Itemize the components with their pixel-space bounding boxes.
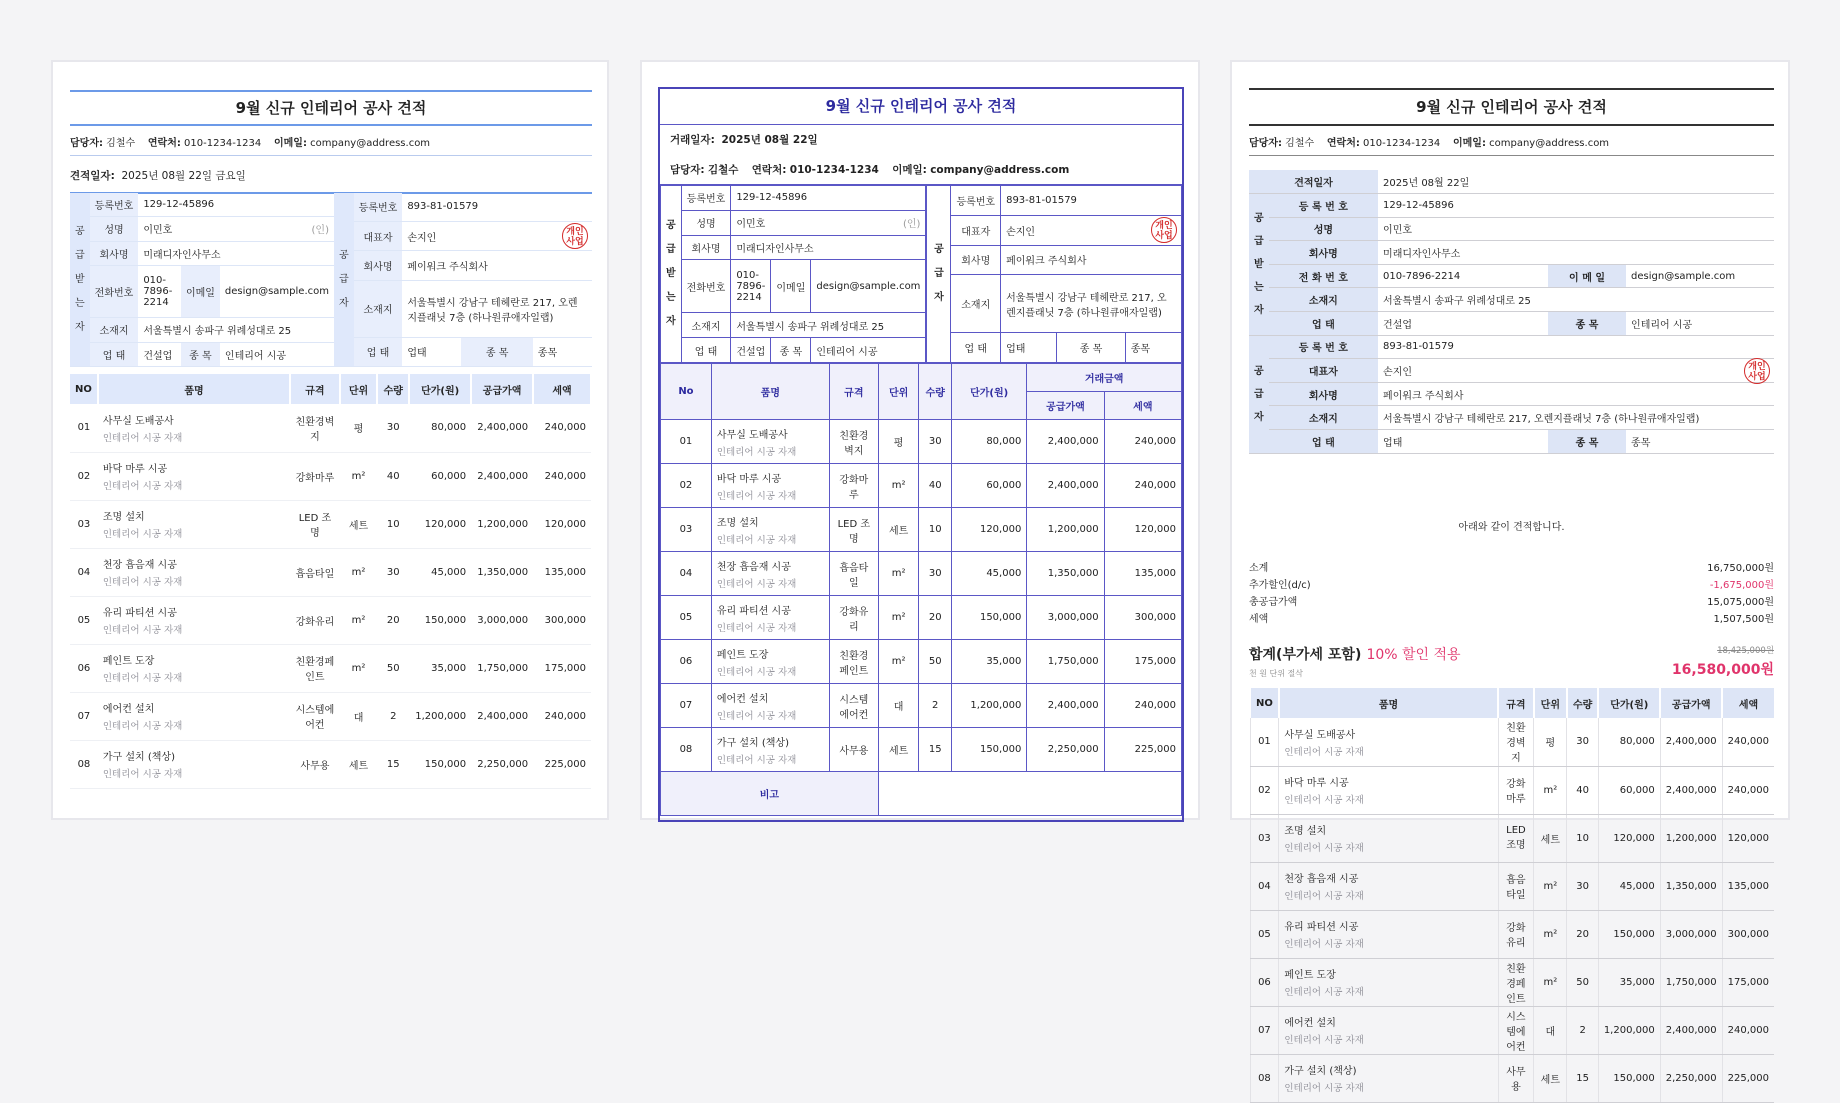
row-unit: 세트 (878, 728, 919, 772)
row-supply: 1,200,000 (471, 500, 533, 548)
row-price: 35,000 (952, 640, 1027, 684)
receiver-table: 공급받는자 등록번호 129-12-45896 성명 이민호 (인) 회사명 미래디자인사무소 전화번호 010-7896-2214 이메일 design@sample.com 소재지 서울특별시 송파구 위례성대로 25 업 태 건설업 종 목 인테리어 시공 (660, 185, 926, 363)
row-spec: LED 조명 (829, 508, 878, 552)
table-row (661, 640, 1182, 684)
row-no: 08 (70, 740, 98, 788)
row-item: 페인트 도장 인테리어 시공 자재 (1279, 958, 1498, 1006)
receiver-vertical-label: 공급받는자 (70, 193, 90, 367)
row-price: 60,000 (409, 452, 471, 500)
table-row (70, 596, 591, 644)
row-price: 60,000 (952, 464, 1027, 508)
row-qty: 15 (377, 740, 409, 788)
items-table: NO 품명 규격 단위 수량 단가(원) 공급가액 세액 01 사무실 도배공사 인테리어 시공 자재 친환경벽지 평 30 80,000 2,400,000 240,000 02 바닥 마루 시공 인테리어 시공 자재 강화마루 m² 40 60,000 2,400,000 240,000 03 조명 설치 인테리어 시공 자재 LED 조명 세트 10 120,000 1,200,000 120,000 04 천장 흡음재 시공 인테리어 시공 자재 흡음타일 m² 30 45,000 1,350,000 135,000 05 유리 파티션 시공 인테리어 시공 자재 강화유리 m² 20 150,000 3,000,000 300,000 06 페인트 도장 인테리어 시공 자재 친환경페인트 m² 50 35,000 1,750,000 175,000 07 에어컨 설치 인테리어 시공 자재 시스템에어컨 대 2 1,200,000 2,400,000 240,000 08 가구 설치 (책상) 인테리어 시공 자재 사무용 세트 15 150,000 2,250,000 225,000 (1249, 688, 1774, 1103)
row-tax: 240,000 (533, 404, 591, 452)
row-tax: 240,000 (1722, 766, 1774, 814)
summary-table: 소계 16,750,000원 추가할인(d/c) -1,675,000원 총공급가액 15,075,000원 세액 1,507,500원 (1249, 563, 1774, 625)
row-price: 80,000 (1598, 718, 1660, 766)
row-tax: 240,000 (1722, 1006, 1774, 1054)
row-no: 02 (1250, 766, 1279, 814)
row-price: 80,000 (952, 420, 1027, 464)
row-price: 45,000 (952, 552, 1027, 596)
row-no: 04 (1250, 862, 1279, 910)
row-tax: 175,000 (533, 644, 591, 692)
table-row (70, 500, 591, 548)
row-item: 천장 흡음재 시공 인테리어 시공 자재 (711, 552, 829, 596)
row-unit: m² (878, 596, 919, 640)
table-row (70, 740, 591, 788)
row-price: 1,200,000 (1598, 1006, 1660, 1054)
row-item: 조명 설치 인테리어 시공 자재 (98, 500, 290, 548)
row-tax: 120,000 (1104, 508, 1181, 552)
row-qty: 50 (1567, 958, 1598, 1006)
row-qty: 10 (1567, 814, 1598, 862)
row-spec: 친환경페인트 (1498, 958, 1534, 1006)
row-unit: m² (878, 464, 919, 508)
row-spec: 사무용 (290, 740, 340, 788)
row-no: 08 (661, 728, 712, 772)
row-spec: 강화유리 (290, 596, 340, 644)
company-seal-stamp: 개인사업 (1744, 358, 1770, 384)
row-supply: 2,400,000 (1660, 766, 1722, 814)
row-price: 150,000 (409, 740, 471, 788)
row-spec: 흡음타일 (1498, 862, 1534, 910)
row-price: 150,000 (1598, 910, 1660, 958)
row-no: 04 (70, 548, 98, 596)
row-no: 08 (1250, 1054, 1279, 1102)
row-qty: 30 (377, 548, 409, 596)
row-supply: 1,350,000 (1660, 862, 1722, 910)
row-supply: 2,400,000 (1027, 464, 1104, 508)
row-supply: 1,750,000 (471, 644, 533, 692)
table-row (661, 508, 1182, 552)
row-unit: m² (340, 452, 378, 500)
row-no: 01 (661, 420, 712, 464)
document-title: 9월 신규 인테리어 공사 견적 (1249, 88, 1774, 126)
row-unit: 평 (340, 404, 378, 452)
quote-document-indigo (640, 60, 1200, 820)
table-row (70, 692, 591, 740)
row-spec: 친환경벽지 (1498, 718, 1534, 766)
row-tax: 300,000 (1104, 596, 1181, 640)
row-spec: 사무용 (829, 728, 878, 772)
items-table: No 품명 규격 단위 수량 단가(원) 거래금액 공급가액 세액 01 사무실 도배공사 인테리어 시공 자재 친환경벽지 평 30 80,000 2,400,000 240,000 02 바닥 마루 시공 인테리어 시공 자재 강화마루 m² 40 60,000 2,400,000 240,000 03 조명 설치 인테리어 시공 자재 LED 조명 세트 10 120,000 1,200,000 120,000 04 천장 흡음재 시공 인테리어 시공 자재 흡음타일 m² 30 45,000 1,350,000 135,000 05 유리 파티션 시공 인테리어 시공 자재 강화유리 m² 20 150,000 3,000,000 300,000 06 페인트 도장 인테리어 시공 자재 친환경페인트 m² 50 35,000 1,750,000 175,000 07 에어컨 설치 인테리어 시공 자재 시스템에어컨 대 2 1,200,000 2,400,000 240,000 08 가구 설치 (책상) 인테리어 시공 자재 사무용 세트 15 150,000 2,250,000 225,000 비고 (660, 363, 1182, 816)
table-row (1250, 910, 1774, 958)
row-tax: 135,000 (533, 548, 591, 596)
row-supply: 3,000,000 (1660, 910, 1722, 958)
row-tax: 240,000 (1722, 718, 1774, 766)
row-price: 150,000 (952, 728, 1027, 772)
row-tax: 175,000 (1104, 640, 1181, 684)
row-qty: 20 (919, 596, 952, 640)
remark-value (878, 772, 1181, 816)
remark-label: 비고 (661, 772, 879, 816)
row-qty: 40 (1567, 766, 1598, 814)
table-row (1250, 958, 1774, 1006)
quote-document-blue (51, 60, 609, 820)
grand-total: 합계(부가세 포함) 10% 할인 적용 천 원 단위 절삭 18,425,000원 16,580,000원 (1249, 646, 1774, 678)
row-supply: 2,250,000 (471, 740, 533, 788)
row-qty: 2 (1567, 1006, 1598, 1054)
quote-note: 아래와 같이 견적합니다. (1458, 522, 1565, 533)
quote-document-plain (1230, 60, 1790, 1094)
row-tax: 135,000 (1722, 862, 1774, 910)
row-item: 페인트 도장 인테리어 시공 자재 (711, 640, 829, 684)
row-tax: 225,000 (533, 740, 591, 788)
row-no: 06 (70, 644, 98, 692)
table-row (1250, 814, 1774, 862)
row-unit: 세트 (1534, 814, 1567, 862)
row-price: 45,000 (409, 548, 471, 596)
supplier-table: 공급자 등록번호 893-81-01579 대표자 손지인 개인사업 회사명 페이워크 주식회사 소재지 서울특별시 강남구 테헤란로 217, 오렌지플래닛 7층 (하나원큐애자일랩) 업 태 업태 종 목 종목 (926, 185, 1182, 363)
row-no: 05 (70, 596, 98, 644)
row-unit: 대 (1534, 1006, 1567, 1054)
row-price: 35,000 (409, 644, 471, 692)
table-row (70, 548, 591, 596)
row-qty: 15 (1567, 1054, 1598, 1102)
row-item: 가구 설치 (책상) 인테리어 시공 자재 (711, 728, 829, 772)
row-no: 03 (70, 500, 98, 548)
row-no: 05 (1250, 910, 1279, 958)
supplier-vertical-label: 공급자 (334, 193, 354, 367)
row-no: 06 (1250, 958, 1279, 1006)
row-supply: 3,000,000 (471, 596, 533, 644)
row-qty: 20 (377, 596, 409, 644)
row-item: 사무실 도배공사 인테리어 시공 자재 (711, 420, 829, 464)
row-unit: m² (1534, 910, 1567, 958)
row-supply: 2,400,000 (1027, 684, 1104, 728)
row-spec: 친환경벽지 (290, 404, 340, 452)
row-item: 페인트 도장 인테리어 시공 자재 (98, 644, 290, 692)
row-no: 03 (1250, 814, 1279, 862)
party-section (660, 185, 1182, 363)
table-row (661, 728, 1182, 772)
row-unit: 대 (340, 692, 378, 740)
row-spec: 강화유리 (1498, 910, 1534, 958)
row-tax: 300,000 (533, 596, 591, 644)
row-item: 에어컨 설치 인테리어 시공 자재 (1279, 1006, 1498, 1054)
row-supply: 2,400,000 (1660, 718, 1722, 766)
row-unit: m² (340, 596, 378, 644)
row-unit: m² (340, 644, 378, 692)
row-supply: 2,250,000 (1660, 1054, 1722, 1102)
row-qty: 30 (1567, 862, 1598, 910)
table-row (70, 404, 591, 452)
row-qty: 15 (919, 728, 952, 772)
row-price: 150,000 (952, 596, 1027, 640)
row-tax: 225,000 (1722, 1054, 1774, 1102)
row-qty: 2 (377, 692, 409, 740)
row-supply: 1,200,000 (1027, 508, 1104, 552)
row-tax: 225,000 (1104, 728, 1181, 772)
row-qty: 30 (919, 552, 952, 596)
row-qty: 10 (377, 500, 409, 548)
row-price: 150,000 (1598, 1054, 1660, 1102)
row-supply: 1,750,000 (1660, 958, 1722, 1006)
row-item: 유리 파티션 시공 인테리어 시공 자재 (711, 596, 829, 640)
party-section (70, 193, 592, 367)
row-qty: 10 (919, 508, 952, 552)
party-table: 견적일자 2025년 08월 22일 공급받는자 등 록 번 호 129-12-45896 성명 이민호 회사명 미래디자인사무소 전 화 번 호 010-7896-2214 이 메 일 design@sample.com 소재지 서울특별시 송파구 위례성대로 25 업 태 건설업 종 목 인테리어 시공 공급자 등 록 번 호 893-81-01579 대표자 손지인 개인사업 회사명 페이워크 주식회사 소재지 서울특별시 강남구 테헤란로 217, 오렌지플래닛 7층 (하나원큐애자일랩) 업 태 업태 종 목 종목 (1249, 170, 1774, 454)
row-item: 천장 흡음재 시공 인테리어 시공 자재 (98, 548, 290, 596)
row-unit: m² (1534, 766, 1567, 814)
row-tax: 240,000 (1104, 464, 1181, 508)
row-spec: 시스템에어컨 (1498, 1006, 1534, 1054)
row-supply: 2,400,000 (1027, 420, 1104, 464)
contact-line: 담당자: 김철수 연락처: 010-1234-1234 이메일: company@address.com (1249, 132, 1774, 156)
contact-line: 담당자: 김철수 연락처: 010-1234-1234 이메일: company@address.com (660, 155, 1182, 185)
row-unit: m² (1534, 862, 1567, 910)
row-unit: 세트 (1534, 1054, 1567, 1102)
row-unit: 세트 (878, 508, 919, 552)
table-row (70, 452, 591, 500)
receiver-table: 공급받는자 등록번호 129-12-45896 성명 이민호 (인) 회사명 미래디자인사무소 전화번호 010-7896-2214 이메일 design@sample.com 소재지 서울특별시 송파구 위례성대로 25 업 태 건설업 종 목 인테리어 시공 (70, 193, 334, 367)
row-tax: 175,000 (1722, 958, 1774, 1006)
row-spec: 시스템에어컨 (290, 692, 340, 740)
contact-line: 담당자: 김철수 연락처: 010-1234-1234 이메일: company@address.com (70, 132, 592, 156)
row-supply: 2,400,000 (471, 404, 533, 452)
row-unit: m² (878, 640, 919, 684)
row-no: 01 (70, 404, 98, 452)
row-unit: 평 (1534, 718, 1567, 766)
row-item: 가구 설치 (책상) 인테리어 시공 자재 (1279, 1054, 1498, 1102)
row-unit: 대 (878, 684, 919, 728)
row-supply: 1,350,000 (1027, 552, 1104, 596)
row-no: 07 (661, 684, 712, 728)
row-item: 바닥 마루 시공 인테리어 시공 자재 (711, 464, 829, 508)
row-item: 바닥 마루 시공 인테리어 시공 자재 (98, 452, 290, 500)
row-price: 120,000 (952, 508, 1027, 552)
table-row (1250, 1054, 1774, 1102)
row-item: 천장 흡음재 시공 인테리어 시공 자재 (1279, 862, 1498, 910)
row-spec: 흡음타일 (829, 552, 878, 596)
document-title: 9월 신규 인테리어 공사 견적 (660, 89, 1182, 125)
row-price: 120,000 (409, 500, 471, 548)
row-item: 사무실 도배공사 인테리어 시공 자재 (98, 404, 290, 452)
row-no: 05 (661, 596, 712, 640)
table-row (70, 644, 591, 692)
row-tax: 240,000 (533, 692, 591, 740)
row-item: 가구 설치 (책상) 인테리어 시공 자재 (98, 740, 290, 788)
row-supply: 2,400,000 (471, 452, 533, 500)
row-spec: 강화유리 (829, 596, 878, 640)
company-seal-stamp: 개인사업 (1151, 217, 1177, 243)
row-tax: 240,000 (1104, 420, 1181, 464)
row-spec: 친환경페인트 (829, 640, 878, 684)
row-tax: 240,000 (533, 452, 591, 500)
row-qty: 2 (919, 684, 952, 728)
company-seal-stamp: 개인사업 (562, 223, 588, 249)
row-unit: 세트 (340, 500, 378, 548)
row-unit: m² (1534, 958, 1567, 1006)
row-price: 1,200,000 (409, 692, 471, 740)
items-table: NO 품명 규격 단위 수량 단가(원) 공급가액 세액 01 사무실 도배공사 인테리어 시공 자재 친환경벽지 평 30 80,000 2,400,000 240,000 02 바닥 마루 시공 인테리어 시공 자재 강화마루 m² 40 60,000 2,400,000 240,000 03 조명 설치 인테리어 시공 자재 LED 조명 세트 10 120,000 1,200,000 120,000 04 천장 흡음재 시공 인테리어 시공 자재 흡음타일 m² 30 45,000 1,350,000 135,000 05 유리 파티션 시공 인테리어 시공 자재 강화유리 m² 20 150,000 3,000,000 300,000 06 페인트 도장 인테리어 시공 자재 친환경페인트 m² 50 35,000 1,750,000 175,000 07 에어컨 설치 인테리어 시공 자재 시스템에어컨 대 2 1,200,000 2,400,000 240,000 08 가구 설치 (책상) 인테리어 시공 자재 사무용 세트 15 150,000 2,250,000 225,000 (70, 374, 592, 789)
deal-date: 거래일자: 2025년 08월 22일 (670, 134, 818, 146)
row-price: 60,000 (1598, 766, 1660, 814)
row-supply: 2,400,000 (471, 692, 533, 740)
row-spec: 흡음타일 (290, 548, 340, 596)
row-supply: 1,750,000 (1027, 640, 1104, 684)
row-spec: 친환경벽지 (829, 420, 878, 464)
row-no: 02 (661, 464, 712, 508)
row-qty: 30 (1567, 718, 1598, 766)
table-row (661, 596, 1182, 640)
row-supply: 2,250,000 (1027, 728, 1104, 772)
table-row (661, 420, 1182, 464)
row-qty: 20 (1567, 910, 1598, 958)
row-qty: 40 (377, 452, 409, 500)
row-qty: 30 (377, 404, 409, 452)
row-item: 에어컨 설치 인테리어 시공 자재 (98, 692, 290, 740)
row-no: 07 (70, 692, 98, 740)
row-unit: m² (878, 552, 919, 596)
table-row (1250, 718, 1774, 766)
row-tax: 240,000 (1104, 684, 1181, 728)
row-spec: LED 조명 (290, 500, 340, 548)
row-tax: 120,000 (1722, 814, 1774, 862)
row-unit: 평 (878, 420, 919, 464)
row-supply: 1,200,000 (1660, 814, 1722, 862)
row-no: 02 (70, 452, 98, 500)
row-tax: 300,000 (1722, 910, 1774, 958)
row-unit: m² (340, 548, 378, 596)
quote-date: 견적일자: 2025년 08월 22일 금요일 (70, 158, 592, 194)
row-no: 01 (1250, 718, 1279, 766)
row-item: 조명 설치 인테리어 시공 자재 (1279, 814, 1498, 862)
row-unit: 세트 (340, 740, 378, 788)
row-tax: 120,000 (533, 500, 591, 548)
bordered-frame (658, 87, 1184, 822)
row-spec: 친환경페인트 (290, 644, 340, 692)
row-item: 조명 설치 인테리어 시공 자재 (711, 508, 829, 552)
document-title: 9월 신규 인테리어 공사 견적 (70, 90, 592, 126)
row-spec: 강화마루 (829, 464, 878, 508)
row-price: 35,000 (1598, 958, 1660, 1006)
row-qty: 40 (919, 464, 952, 508)
row-no: 03 (661, 508, 712, 552)
row-spec: 강화마루 (290, 452, 340, 500)
row-supply: 2,400,000 (1660, 1006, 1722, 1054)
row-supply: 1,350,000 (471, 548, 533, 596)
row-no: 06 (661, 640, 712, 684)
row-no: 07 (1250, 1006, 1279, 1054)
row-price: 80,000 (409, 404, 471, 452)
row-spec: 사무용 (1498, 1054, 1534, 1102)
row-spec: 시스템에어컨 (829, 684, 878, 728)
table-row (1250, 766, 1774, 814)
row-qty: 50 (377, 644, 409, 692)
row-item: 사무실 도배공사 인테리어 시공 자재 (1279, 718, 1498, 766)
row-price: 45,000 (1598, 862, 1660, 910)
row-qty: 50 (919, 640, 952, 684)
row-qty: 30 (919, 420, 952, 464)
row-item: 유리 파티션 시공 인테리어 시공 자재 (1279, 910, 1498, 958)
row-tax: 135,000 (1104, 552, 1181, 596)
row-price: 1,200,000 (952, 684, 1027, 728)
row-spec: 강화마루 (1498, 766, 1534, 814)
row-item: 유리 파티션 시공 인테리어 시공 자재 (98, 596, 290, 644)
row-item: 에어컨 설치 인테리어 시공 자재 (711, 684, 829, 728)
table-row (661, 464, 1182, 508)
table-row (1250, 1006, 1774, 1054)
row-price: 150,000 (409, 596, 471, 644)
row-no: 04 (661, 552, 712, 596)
row-spec: LED 조명 (1498, 814, 1534, 862)
supplier-table: 공급자 등록번호 893-81-01579 대표자 손지인 개인사업 회사명 페이워크 주식회사 소재지 서울특별시 강남구 테헤란로 217, 오렌지플래닛 7층 (하나원큐애자일랩) 업 태 업태 종 목 종목 (334, 193, 592, 367)
row-supply: 3,000,000 (1027, 596, 1104, 640)
table-row (661, 552, 1182, 596)
row-item: 바닥 마루 시공 인테리어 시공 자재 (1279, 766, 1498, 814)
row-price: 120,000 (1598, 814, 1660, 862)
table-row (661, 684, 1182, 728)
table-row (1250, 862, 1774, 910)
